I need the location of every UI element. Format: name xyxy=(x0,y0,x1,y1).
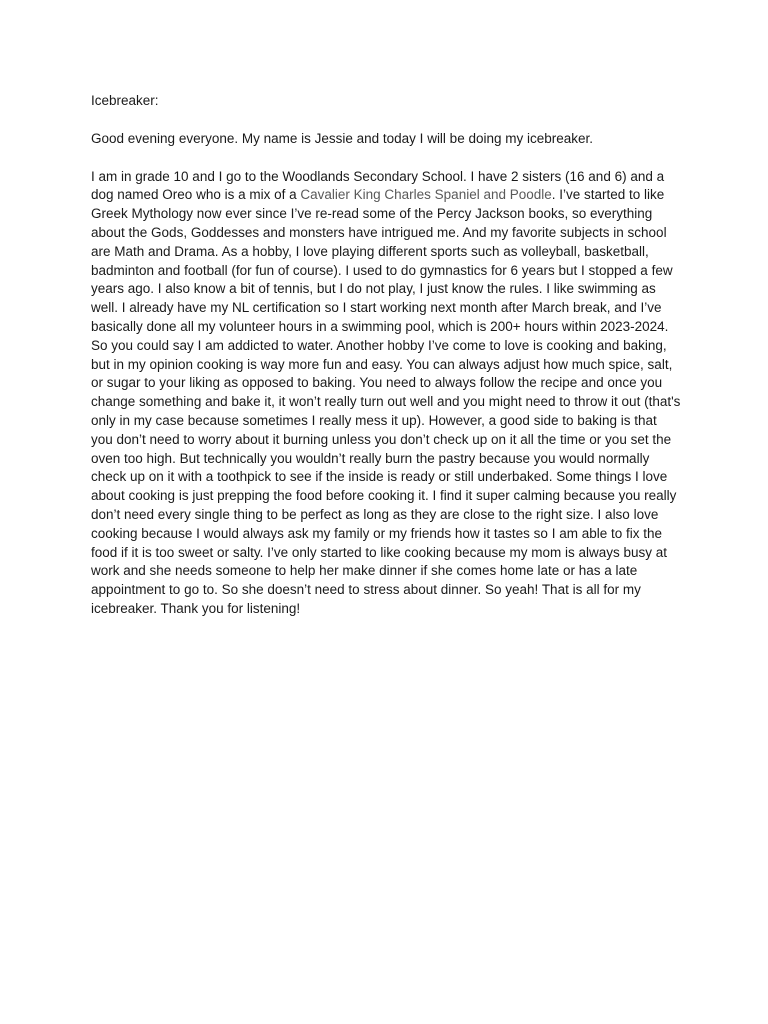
body-text-rest: . I’ve started to like Greek Mythology now ever since I’ve re-read some of the Percy Jackson books, so everything about the Gods, Goddesses and monsters have intrigued me. And my favorite subjects in school are Math and Drama. As a hobby, I love playing different sports such as volleyball, basketball, badminton and football (for fun of course). I used to do gymnastics for 6 years but I stopped a few years ago. I also know a bit of tennis, but I do not play, I just know the rules. I like swimming as well. I already have my NL certification so I start working next month after March break, and I’ve basically done all my volunteer hours in a swimming pool, which is 200+ hours within 2023-2024. So you could say I am addicted to water. Another hobby I’ve come to love is cooking and baking, but in my opinion cooking is way more fun and easy. You can always adjust how much spice, salt, or sugar to your liking as opposed to baking. You need to always follow the recipe and once you change something and bake it, it won’t really turn out well and you might need to throw it out (that's only in my case because sometimes I really mess it up). However, a good side to baking is that you don’t need to worry about it burning unless you don’t check up on it all the time or you set the oven too high. But technically you wouldn’t really burn the pastry because you would normally check up on it with a toothpick to see if the inside is ready or still underbaked. Some things I love about cooking is just prepping the food before cooking it. I find it super calming because you really don’t need every single thing to be perfect as long as they are close to the right size. I also love cooking because I would always ask my family or my friends how it tastes so I am able to fix the food if it is too sweet or salty. I’ve only started to like cooking because my mom is always busy at work and she needs someone to help her make dinner if she comes home late or has a late appointment to go to. So she doesn’t need to stress about dinner. So yeah! That is all for my icebreaker. Thank you for listening! xyxy=(91,187,681,616)
greeting-paragraph: Good evening everyone. My name is Jessie and today I will be doing my icebreaker. xyxy=(91,130,594,146)
document-heading: Icebreaker: xyxy=(91,93,159,108)
document-content xyxy=(91,92,681,619)
body-text-start: I am in grade 10 and I go to the Woodlands Secondary School. I have 2 sisters (16 and 6) and a dog named Oreo who is a mix of a xyxy=(91,168,665,203)
breed-link-text[interactable]: Cavalier King Charles Spaniel and Poodle xyxy=(300,187,552,203)
body-paragraph xyxy=(91,168,681,619)
